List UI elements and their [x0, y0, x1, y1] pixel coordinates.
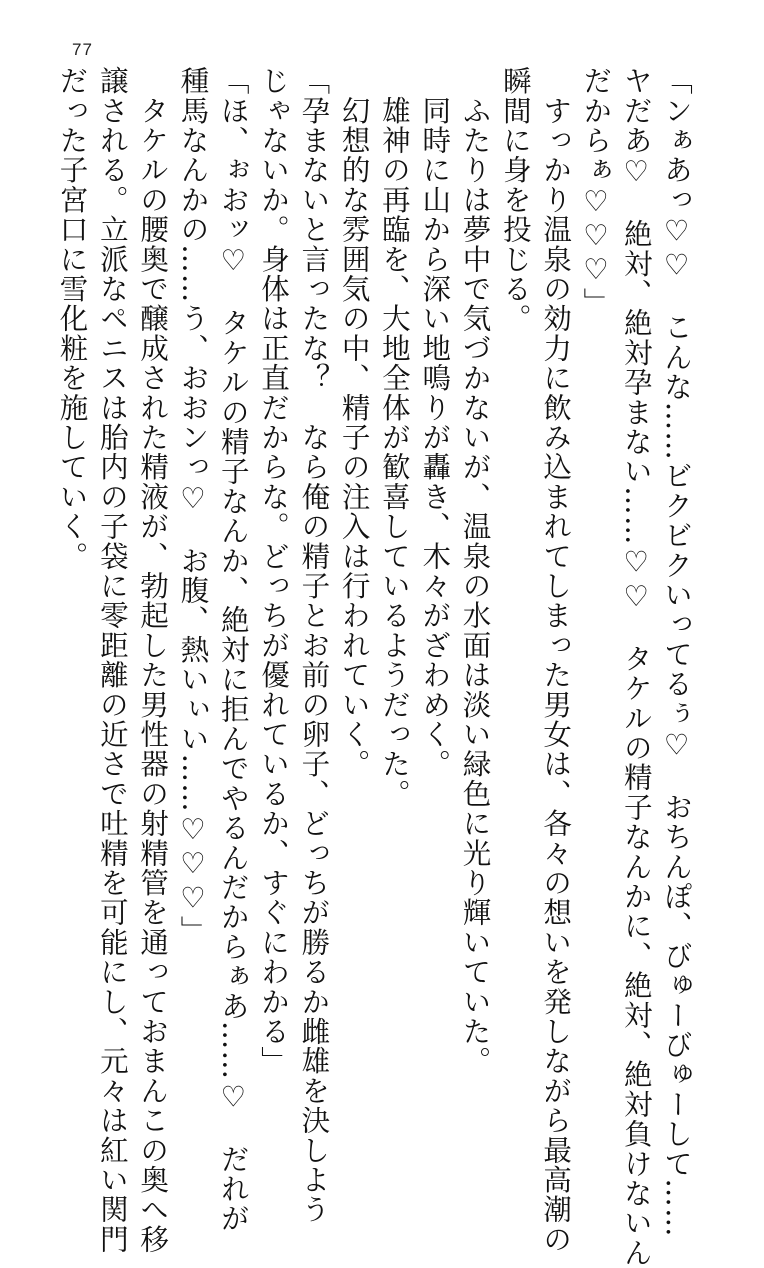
- text-line: 種馬なんかの……う、おおンっ♡ お腹、熱いぃい……♡♡♡」: [176, 66, 210, 946]
- text-line: 「ンぁあっ♡♡ こんな……ビクビクいってるぅ♡ おちんぽ、びゅーびゅーして……: [660, 66, 693, 1238]
- text-line: じゃないか。身体は正直だからな。どっちが優れているか、すぐにわかる」: [257, 66, 291, 1076]
- text-line: だからぁ♡♡♡」: [579, 66, 613, 318]
- novel-text-body: [51, 66, 696, 1268]
- text-line: ヤだあ♡ 絶対、絶対孕まない……♡♡ タケルの精子なんかに、絶対、絶対負けないん: [619, 66, 653, 1268]
- page-number: 77: [72, 40, 93, 59]
- text-line: ふたりは夢中で気づかないが、温泉の水面は淡い緑色に光り輝いていた。: [458, 66, 492, 1076]
- text-line: 瞬間に身を投じる。: [498, 66, 532, 334]
- text-line: 「孕まないと言ったな？ なら俺の精子とお前の卵子、どっちが勝るか雌雄を決しよう: [297, 66, 331, 1225]
- text-line: 雄神の再臨を、大地全体が歓喜しているようだった。: [377, 66, 411, 809]
- text-line: すっかり温泉の効力に飲み込まれてしまった男女は、各々の想いを発しながら最高潮の: [539, 66, 573, 1254]
- text-line: 同時に山から深い地鳴りが轟き、木々がざわめく。: [418, 66, 452, 779]
- text-line: だった子宮口に雪化粧を施していく。: [55, 66, 89, 571]
- text-line: 「ほ、ぉおッ♡ タケルの精子なんか、絶対に拒んでやるんだからぁあ……♡ だれが: [216, 66, 250, 1234]
- text-line: タケルの腰奥で醸成された精液が、勃起した男性器の射精管を通っておまんこの奥へ移: [136, 66, 170, 1254]
- text-line: 幻想的な雰囲気の中、精子の注入は行われていく。: [337, 66, 371, 779]
- text-line: 譲される。立派なペニスは胎内の子袋に零距離の近さで吐精を可能にし、元々は紅い関門: [95, 66, 129, 1254]
